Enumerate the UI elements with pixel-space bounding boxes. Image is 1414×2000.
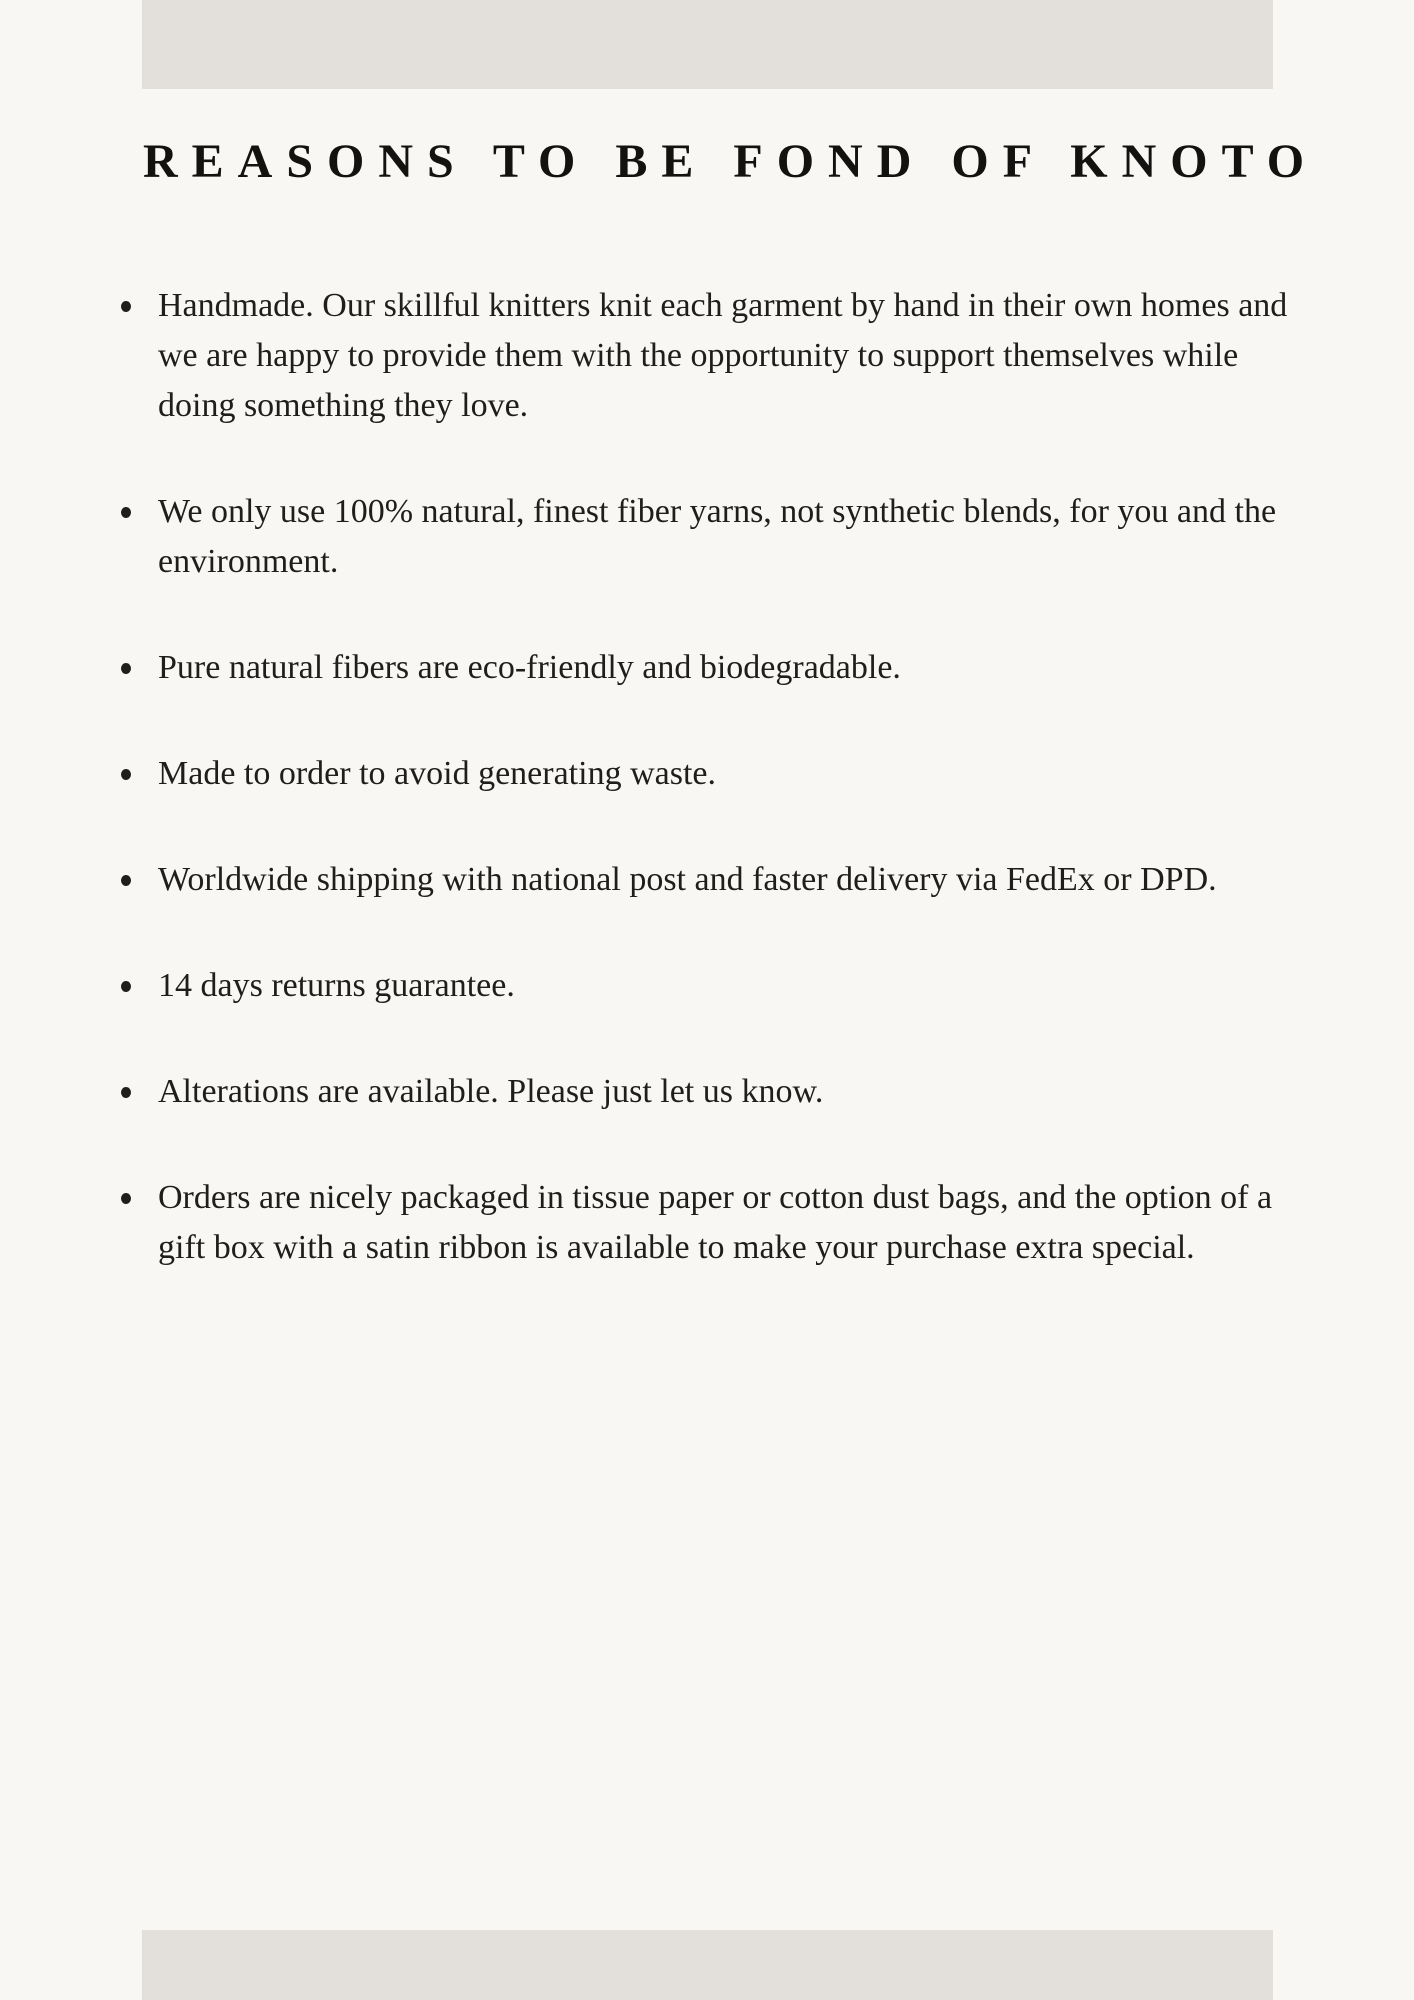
- bullet-icon: [121, 301, 131, 312]
- page-title: REASONS TO BE FOND OF KNOTO: [143, 135, 1319, 188]
- list-item: [158, 749, 1308, 799]
- bullet-icon: [121, 1193, 131, 1204]
- reasons-list: [158, 281, 1308, 1329]
- list-item: [158, 487, 1308, 587]
- list-item-text: Handmade. Our skillful knitters knit each garment by hand in their own homes and we are happy to provide them with the opportunity to support themselves while doing something they love.: [158, 287, 1288, 424]
- bullet-icon: [121, 769, 131, 780]
- top-decorative-band: [142, 0, 1273, 89]
- bullet-icon: [121, 981, 131, 992]
- bullet-icon: [121, 1087, 131, 1098]
- list-item: [158, 855, 1308, 905]
- list-item: [158, 1173, 1308, 1273]
- list-item-text: Orders are nicely packaged in tissue paper or cotton dust bags, and the option of a gift box with a satin ribbon is available to make your purchase extra special.: [158, 1179, 1273, 1266]
- list-item-text: Worldwide shipping with national post and faster delivery via FedEx or DPD.: [158, 861, 1217, 898]
- bottom-decorative-band: [142, 1930, 1273, 2000]
- bullet-icon: [121, 663, 131, 674]
- list-item: [158, 281, 1308, 431]
- list-item: [158, 643, 1308, 693]
- bullet-icon: [121, 507, 131, 518]
- list-item: [158, 1067, 1308, 1117]
- list-item-text: Pure natural fibers are eco-friendly and biodegradable.: [158, 649, 901, 686]
- list-item-text: Made to order to avoid generating waste.: [158, 755, 716, 792]
- list-item: [158, 961, 1308, 1011]
- list-item-text: 14 days returns guarantee.: [158, 967, 515, 1004]
- list-item-text: Alterations are available. Please just let us know.: [158, 1073, 824, 1110]
- bullet-icon: [121, 875, 131, 886]
- list-item-text: We only use 100% natural, finest fiber yarns, not synthetic blends, for you and the environment.: [158, 493, 1277, 580]
